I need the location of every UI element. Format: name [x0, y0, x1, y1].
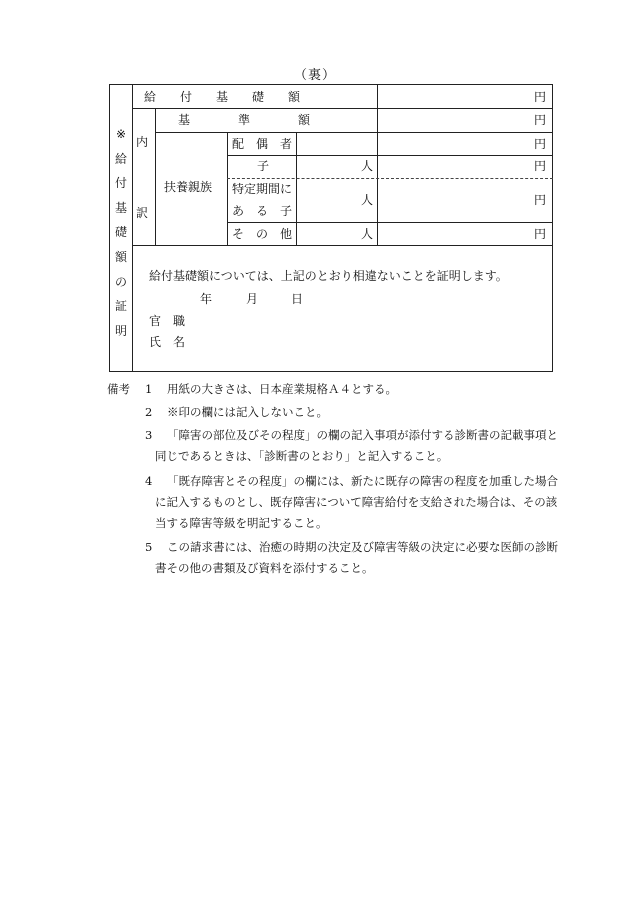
note-line: 「既存障害とその程度」の欄には、新たに既存の障害の程度を加重した場合 — [167, 474, 558, 488]
breakdown-divider — [155, 108, 156, 245]
date-year-label: 年 — [200, 292, 213, 306]
side-label-char: 明 — [114, 323, 127, 338]
note-line: ※印の欄には記入しないこと。 — [167, 405, 328, 419]
side-label-char: の — [114, 274, 127, 289]
other-label: そ の 他 — [232, 227, 293, 241]
note-line: 当する障害等級を明記すること。 — [155, 516, 328, 530]
base-benefit-yen: 円 — [534, 90, 547, 104]
dependents-divider — [227, 132, 228, 245]
base-benefit-label: 給 付 基 礎 額 — [144, 90, 301, 104]
table-right-border — [552, 84, 553, 372]
note-line: 「障害の部位及びその程度」の欄の記入事項が添付する診断書の記載事項と — [167, 428, 558, 442]
table-bottom-border — [109, 371, 553, 372]
name-label: 氏 名 — [149, 335, 186, 349]
side-label — [113, 128, 129, 349]
special-period-label: 特定期間に — [232, 182, 293, 196]
note-number: 5 — [145, 540, 153, 554]
date-day-label: 日 — [291, 292, 304, 306]
breakdown-label-2: 訳 — [136, 206, 149, 220]
child-label: 子 — [257, 159, 270, 173]
child-count-unit: 人 — [361, 159, 374, 173]
row-line-dashed — [227, 178, 553, 179]
base-amount-yen: 円 — [534, 113, 547, 127]
note-line: 書その他の書類及び資料を添付すること。 — [155, 561, 374, 575]
spouse-yen: 円 — [534, 137, 547, 151]
special-count-unit: 人 — [361, 193, 374, 207]
page-side-header: （裏） — [293, 68, 336, 83]
side-label-char: 額 — [114, 249, 127, 264]
note-line: に記入するものとし、既存障害について障害給付を支給された場合は、その該 — [155, 495, 558, 509]
side-label-char: 付 — [114, 176, 127, 191]
side-label-char: 給 — [114, 151, 127, 166]
side-label-char: 証 — [114, 299, 127, 314]
side-label-char: 基 — [114, 200, 127, 215]
note-number: 3 — [145, 428, 153, 442]
special-period-label-2: あ る 子 — [232, 204, 293, 218]
row-line-2 — [155, 132, 553, 133]
note-line: 用紙の大きさは、日本産業規格Ａ４とする。 — [167, 382, 397, 396]
other-yen: 円 — [534, 227, 547, 241]
dependents-label: 扶養親族 — [164, 180, 213, 194]
note-number: 4 — [145, 474, 153, 488]
side-label-char: 礎 — [114, 225, 127, 240]
official-title-label: 官 職 — [149, 314, 186, 328]
note-line: 同じであるときは、「診断書のとおり」と記入すること。 — [155, 449, 449, 463]
spouse-label: 配 偶 者 — [232, 137, 293, 151]
base-amount-label: 基 準 額 — [178, 113, 311, 127]
other-count-unit: 人 — [361, 227, 374, 241]
side-label-char: ※ — [115, 127, 127, 141]
count-divider — [296, 132, 297, 245]
table-left-border — [109, 84, 110, 372]
note-number: 1 — [145, 382, 153, 396]
breakdown-label-1: 内 — [136, 135, 149, 149]
date-month-label: 月 — [246, 292, 259, 306]
special-yen: 円 — [534, 193, 547, 207]
note-number: 2 — [145, 405, 153, 419]
row-line-5 — [132, 245, 553, 246]
child-yen: 円 — [534, 159, 547, 173]
row-line-1 — [132, 108, 553, 109]
row-line-4 — [227, 222, 553, 223]
certification-statement: 給付基礎額については、上記のとおり相違ないことを証明します。 — [149, 269, 508, 283]
note-line: この請求書には、治癒の時期の決定及び障害等級の決定に必要な医師の診断 — [167, 540, 558, 554]
notes-heading: 備考 — [107, 382, 130, 396]
row-line-3 — [227, 155, 553, 156]
table-top-border — [109, 84, 553, 85]
side-label-divider — [132, 84, 133, 372]
